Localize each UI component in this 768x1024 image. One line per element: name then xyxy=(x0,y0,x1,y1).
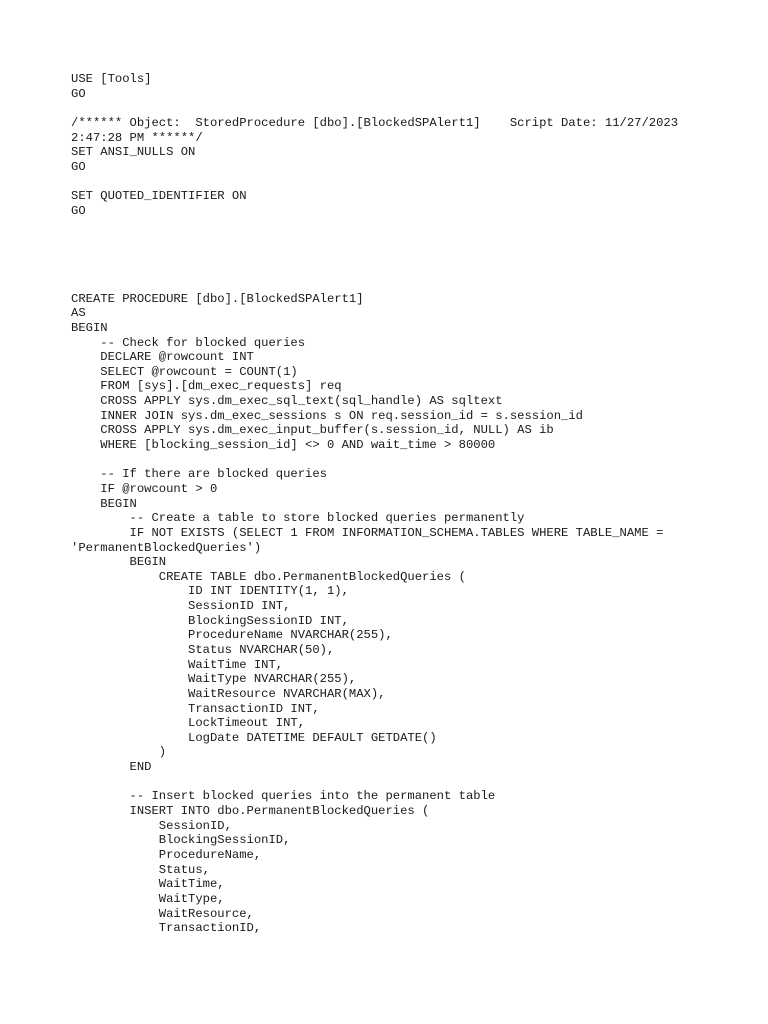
code-line: CREATE PROCEDURE [dbo].[BlockedSPAlert1] xyxy=(71,291,364,306)
code-line: GO xyxy=(71,86,86,101)
code-line: -- Create a table to store blocked queries permanently xyxy=(71,511,525,526)
code-line: CREATE TABLE dbo.PermanentBlockedQueries ( xyxy=(71,569,466,584)
code-line: CROSS APPLY sys.dm_exec_sql_text(sql_handle) AS sqltext xyxy=(71,394,503,409)
code-line: TransactionID, xyxy=(71,921,262,936)
code-line: ProcedureName, xyxy=(71,847,262,862)
code-line: ID INT IDENTITY(1, 1), xyxy=(71,584,349,599)
code-line: INSERT INTO dbo.PermanentBlockedQueries ( xyxy=(71,804,430,819)
code-line: END xyxy=(71,760,152,775)
code-line: CROSS APPLY sys.dm_exec_input_buffer(s.session_id, NULL) AS ib xyxy=(71,423,554,438)
code-line xyxy=(71,218,711,233)
code-line: INNER JOIN sys.dm_exec_sessions s ON req.session_id = s.session_id xyxy=(71,408,583,423)
code-line: WaitResource, xyxy=(71,906,254,921)
code-line: Status NVARCHAR(50), xyxy=(71,642,335,657)
code-document xyxy=(71,72,711,936)
code-line: 'PermanentBlockedQueries') xyxy=(71,540,262,555)
code-line: TransactionID INT, xyxy=(71,701,320,716)
code-line: WaitResource NVARCHAR(MAX), xyxy=(71,686,386,701)
code-line: -- If there are blocked queries xyxy=(71,467,327,482)
code-line: SessionID, xyxy=(71,818,232,833)
code-line: SessionID INT, xyxy=(71,599,291,614)
code-line: BlockingSessionID, xyxy=(71,833,291,848)
code-line: WaitTime INT, xyxy=(71,657,284,672)
code-line: GO xyxy=(71,159,86,174)
code-line xyxy=(71,277,711,292)
code-line: SET ANSI_NULLS ON xyxy=(71,145,196,160)
code-line xyxy=(71,101,711,116)
code-line: DECLARE @rowcount INT xyxy=(71,350,254,365)
code-line: SELECT @rowcount = COUNT(1) xyxy=(71,364,298,379)
code-line: -- Check for blocked queries xyxy=(71,335,306,350)
code-line: IF @rowcount > 0 xyxy=(71,481,218,496)
code-line: SET QUOTED_IDENTIFIER ON xyxy=(71,189,247,204)
code-line: Status, xyxy=(71,862,210,877)
code-line: ) xyxy=(71,745,167,760)
code-line: WaitType, xyxy=(71,891,225,906)
code-line: -- Insert blocked queries into the permanent table xyxy=(71,789,496,804)
code-line: LogDate DATETIME DEFAULT GETDATE() xyxy=(71,730,437,745)
code-line: LockTimeout INT, xyxy=(71,716,306,731)
code-line: BlockingSessionID INT, xyxy=(71,613,349,628)
code-line: AS xyxy=(71,306,86,321)
code-line xyxy=(71,262,711,277)
code-line: FROM [sys].[dm_exec_requests] req xyxy=(71,379,342,394)
code-line: GO xyxy=(71,203,86,218)
code-line: ProcedureName NVARCHAR(255), xyxy=(71,628,393,643)
code-line xyxy=(71,775,711,790)
code-line: WHERE [blocking_session_id] <> 0 AND wait_time > 80000 xyxy=(71,438,496,453)
code-line: WaitType NVARCHAR(255), xyxy=(71,672,357,687)
code-line: WaitTime, xyxy=(71,877,225,892)
code-line: BEGIN xyxy=(71,555,167,570)
code-line xyxy=(71,233,711,248)
code-line: BEGIN xyxy=(71,320,108,335)
code-line: 2:47:28 PM ******/ xyxy=(71,130,203,145)
code-line: USE [Tools] xyxy=(71,72,152,86)
code-line: /****** Object: StoredProcedure [dbo].[BlockedSPAlert1] Script Date: 11/27/2023 xyxy=(71,115,679,130)
code-line xyxy=(71,248,711,263)
code-line: IF NOT EXISTS (SELECT 1 FROM INFORMATION_SCHEMA.TABLES WHERE TABLE_NAME = xyxy=(71,525,664,540)
code-line xyxy=(71,174,711,189)
code-line: BEGIN xyxy=(71,496,137,511)
code-line xyxy=(71,453,711,468)
